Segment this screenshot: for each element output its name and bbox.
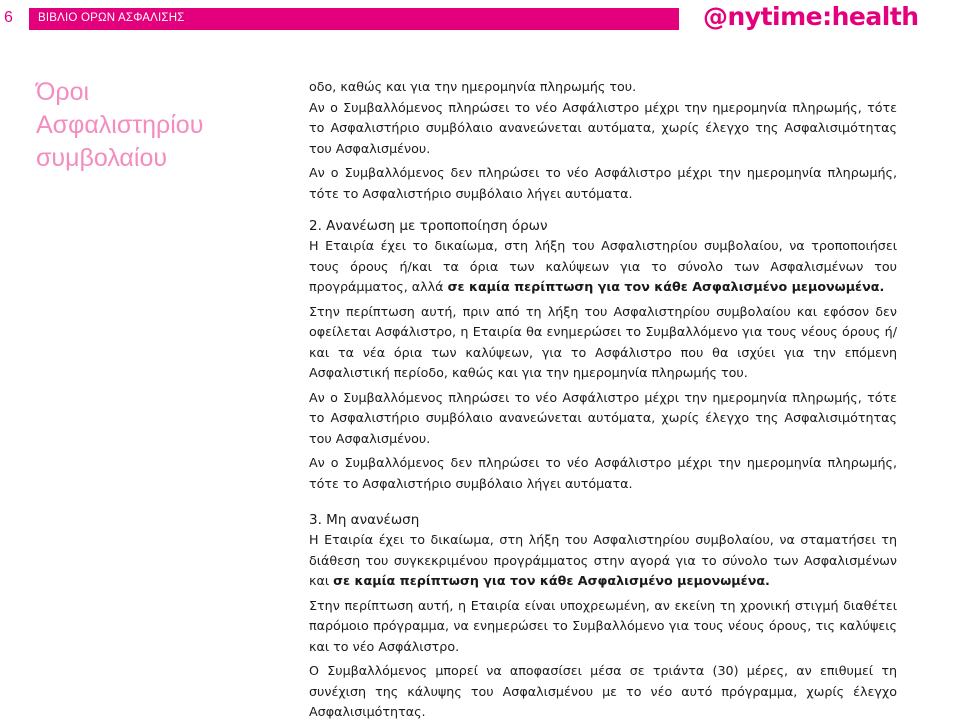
- paragraph-5: Στην περίπτωση αυτή, πριν από τη λήξη του Ασφαλιστηρίου συμβολαίου και εφόσον δεν οφείλεται Ασφάλιστρο, η Εταιρία θα ενημερώσει το Συμβαλλόμενο για τους νέους όρους ή/και τα νέα όρια των καλύψεων, για το Ασφάλιστρο που θα ισχύει για την επόμενη Ασφαλιστική περίοδο, καθώς και για την ημερομηνία πληρωμής του.: [309, 303, 897, 380]
- sidebar-title-line-2: Ασφαλιστηρίου: [36, 111, 204, 139]
- paragraph-9: Στην περίπτωση αυτή, η Εταιρία είναι υποχρεωμένη, αν εκείνη τη χρονική στιγμή διαθέτει παρόμοιο πρόγραμμα, να ενημερώσει το Συμβαλλόμενο για τους νέους όρους, τις καλύψεις και το νέο Ασφάλιστρο.: [309, 597, 897, 654]
- paragraph-8-text: Η Εταιρία έχει το δικαίωμα, στη λήξη του Ασφαλιστηρίου συμβολαίου, να σταματήσει τη διάθεση του συγκεκριμένου προγράμματος στην αγορά για το σύνολο των Ασφαλισμένων και: [309, 532, 897, 588]
- brand-logo: [703, 2, 919, 31]
- paragraph-8: [309, 530, 897, 592]
- section-heading-3: 3. Μη ανανέωση: [309, 512, 420, 528]
- main-content: [309, 77, 897, 723]
- paragraph-10: Ο Συμβαλλόμενος μπορεί να αποφασίσει μέσα σε τριάντα (30) μέρες, αν επιθυμεί τη συνέχιση της κάλυψης του Ασφαλισμένου με το νέο αυτό πρόγραμμα, χωρίς έλεγχο Ασφαλισιμότητας.: [309, 663, 897, 719]
- paragraph-8-bold: σε καμία περίπτωση για τον κάθε Ασφαλισμένο μεμονωμένα.: [333, 573, 770, 588]
- sidebar-title-line-3: συμβολαίου: [36, 144, 168, 172]
- paragraph-4: [309, 236, 897, 298]
- logo-colon: :: [822, 2, 832, 31]
- section-heading-2: 2. Ανανέωση με τροποποίηση όρων: [309, 218, 548, 234]
- logo-text-b: health: [831, 2, 919, 31]
- section-label: ΒΙΒΛΙΟ ΟΡΩΝ ΑΣΦΑΛΙΣΗΣ: [38, 12, 185, 24]
- section-band: [29, 8, 679, 30]
- paragraph-6: Αν ο Συμβαλλόμενος πληρώσει το νέο Ασφάλιστρο μέχρι την ημερομηνία πληρωμής, τότε το Ασφαλιστήριο συμβόλαιο ανανεώνεται αυτόματα, χωρίς έλεγχο της Ασφαλισιμότητας του Ασφαλισμένου.: [309, 389, 897, 446]
- sidebar-title: [36, 76, 266, 175]
- page-header: [0, 0, 960, 36]
- paragraph-4-bold: σε καμία περίπτωση για τον κάθε Ασφαλισμένο μεμονωμένα.: [447, 279, 885, 294]
- paragraph-3: Αν ο Συμβαλλόμενος δεν πληρώσει το νέο Ασφάλιστρο μέχρι την ημερομηνία πληρωμής, τότε το Ασφαλιστήριο συμβόλαιο λήγει αυτόματα.: [309, 165, 897, 201]
- paragraph-1: οδο, καθώς και για την ημερομηνία πληρωμής του.: [309, 79, 637, 94]
- paragraph-4-text: Η Εταιρία έχει το δικαίωμα, στη λήξη του Ασφαλιστηρίου συμβολαίου, να τροποποιήσει τους όρους ή/και τα όρια των καλύψεων για το σύνολο των Ασφαλισμένων του προγράμματος, αλλά: [309, 238, 897, 294]
- logo-text-a: @nytime: [703, 2, 823, 31]
- paragraph-2: Αν ο Συμβαλλόμενος πληρώσει το νέο Ασφάλιστρο μέχρι την ημερομηνία πληρωμής, τότε το Ασφαλιστήριο συμβόλαιο ανανεώνεται αυτόματα, χωρίς έλεγχο της Ασφαλισιμότητας του Ασφαλισμένου.: [309, 99, 897, 156]
- page-number: 6: [4, 9, 13, 26]
- paragraph-7: Αν ο Συμβαλλόμενος δεν πληρώσει το νέο Ασφάλιστρο μέχρι την ημερομηνία πληρωμής, τότε το Ασφαλιστήριο συμβόλαιο λήγει αυτόματα.: [309, 455, 897, 491]
- sidebar-title-line-1: Όροι: [36, 78, 90, 106]
